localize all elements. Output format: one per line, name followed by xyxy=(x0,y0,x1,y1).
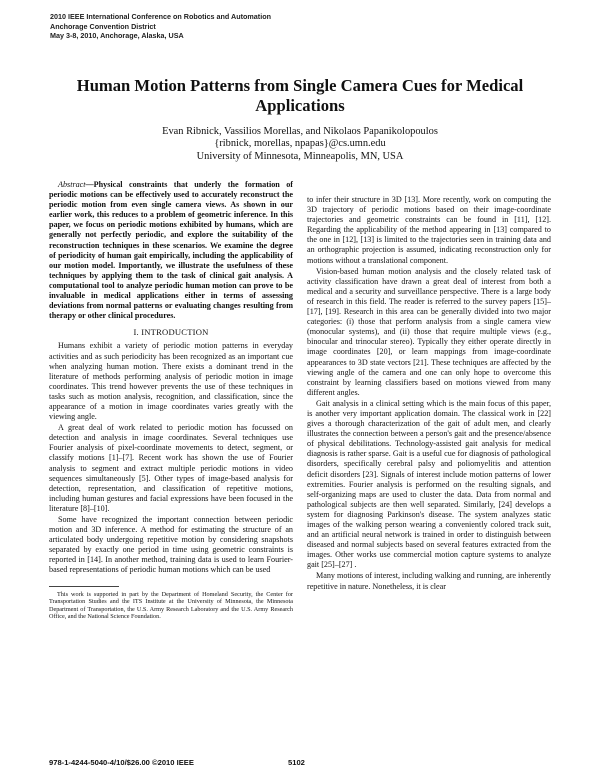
section-heading-introduction: I. INTRODUCTION xyxy=(133,327,209,338)
abstract xyxy=(49,180,293,321)
paper-title: Human Motion Patterns from Single Camera Cues for Medical Applications xyxy=(76,76,524,115)
page-number: 5102 xyxy=(288,758,305,767)
abstract-text: —Physical constraints that underly the formation of periodic motions can be effectively used to accurately reconstruct the periodic motion from even single camera views. As shown in our earlier work, this reduces to a problem of geometric inference. In this paper, we focus on periodic motions exhibited by humans, which are generally not perfectly periodic, and explore the suitability of the reconstruction techniques in these scenarios. We examine the degree of periodicity of human gait empirically, including the applicability of our motion model. Importantly, we illustrate the usefulness of these techniques by applying them to the task of clinical gait analysis. A computational tool to analyze periodic human motion can prove to be invaluable in medical applications either in terms of assessing deviations from normal patterns or evaluating changes resulting from therapy or other clinical procedures. xyxy=(49,180,293,321)
intro-paragraph-5: Vision-based human motion analysis and the closely related task of activity classification have drawn a great deal of interest from both a medical and a security and surveillance perspective. There is a large body of research in this field. The reader is referred to the survey papers [15]–[17], [19]. Research in this area can be generally divided into two major categories: (i) those that perform analysis from a single camera view (monocular systems), and (ii) those that require multiple views (e.g., binocular and trinocular stereo). Typically they either operate directly in image coordinates [20], or learn mappings from image-coordinate appearances to 3D state vectors [21]. These techniques are affected by the viewing angle of the camera and one can only hope to overcome this constraint by learning classifiers based on motions viewed from many different angles. xyxy=(307,266,551,397)
author-block xyxy=(60,126,540,163)
intro-paragraph-3: Some have recognized the important connection between periodic motion and 3D inference. A method for estimating the structure of an articulated body undergoing repetitive motion by considering snapshots separated by exactly one period in time using geometric constraints is reported in [14]. In another method, training data is used to learn Fourier-based representations of periodic human motions which can be used xyxy=(49,515,293,575)
conference-name: 2010 IEEE International Conference on Robotics and Automation xyxy=(50,12,271,21)
intro-paragraph-4: to infer their structure in 3D [13]. More recently, work on computing the 3D trajectory of periodic motions based on their image-coordinate trajectories and geometric constraints can be found in [11], [12]. Regarding the applicability of the method appearing in [13] compared to the one in [12], [13] is limited to the trajectories seen in training data and an orthographic projection is assumed, indicating reconstruction only for motions without a translational component. xyxy=(307,195,551,265)
intro-paragraph-6: Gait analysis in a clinical setting which is the main focus of this paper, is another very important application domain. The classical work in [22] gives a thorough characterization of the gait of adult men, and clearly illustrates the connection between a person's gait and the presence/absence of physical debilitations. Technology-assisted gait analysis for medical diagnosis is rather sparse. Gait is a useful cue for diagnosis of pathological disorders, specifically cerebral palsy and poliomyelitis and attention deficit disorders [23]. Signals of interest include motion patterns of lower extremities. Fourier analysis is performed on the resulting signals, and self-organizing maps are used to cluster the data. Data from normal and pathological subjects are then well separated. Similarly, [24] develops a system for diagnosing Parkinson's disease. The system analyzes static images of the walking person wearing a conveniently colored track suit, and an artificial neural network is trained in order to distinguish between diseased and normal subjects based on several features extracted from the images. Other works use commercial motion capture systems to analyze gait [25]–[27] . xyxy=(307,398,551,570)
author-affiliation: University of Minnesota, Minneapolis, MN, USA xyxy=(196,150,404,162)
conference-header xyxy=(50,12,271,41)
author-emails: {ribnick, morellas, npapas}@cs.umn.edu xyxy=(214,138,386,150)
intro-paragraph-1: Humans exhibit a variety of periodic motion patterns in everyday activities and as such periodicity has been recognized as an important cue when analyzing human motion. There exists a dominant trend in the literature of methods performing analysis of periodic motion in image coordinates. This trend however prevents the use of these techniques in tasks such as motion analysis, recognition, and classification, since the appearance of a motion in image coordinates varies greatly with the viewing angle. xyxy=(49,341,293,422)
left-column xyxy=(49,180,293,621)
isbn-copyright: 978-1-4244-5040-4/10/$26.00 ©2010 IEEE xyxy=(49,758,194,767)
conference-dates: May 3-8, 2010, Anchorage, Alaska, USA xyxy=(50,31,184,40)
footnote-divider xyxy=(49,586,119,587)
intro-paragraph-7: Many motions of interest, including walking and running, are inherently repetitive in nature. Nonetheless, it is clear xyxy=(307,571,551,591)
intro-paragraph-2: A great deal of work related to periodic motion has focussed on detection and analysis in image coordinates. Several techniques use Fourier analysis of pixel-coordinate movements to detect, segment, or classify motions [1]–[7]. Recent work has shown the use of Fourier analysis to segment and extract multiple periodic motions in video sequences simultaneously [5]. Other types of image-based analysis for detection, representation, and classification of repetitive motions, including human gestures and facial expressions have been focused in the literature [8]–[10]. xyxy=(49,423,293,513)
right-column xyxy=(307,195,551,593)
funding-footnote: This work is supported in part by the Department of Homeland Security, the Center for Transportation Studies and the ITS Institute at the University of Minnesota, the Minnesota Department of Transportation, the U.S. Army Research Laboratory and the U.S. Army Research Office, and the National Science Foundation. xyxy=(49,590,293,621)
author-names: Evan Ribnick, Vassilios Morellas, and Nikolaos Papanikolopoulos xyxy=(162,126,438,137)
abstract-label: Abstract xyxy=(58,180,86,189)
conference-venue: Anchorage Convention District xyxy=(50,21,156,31)
